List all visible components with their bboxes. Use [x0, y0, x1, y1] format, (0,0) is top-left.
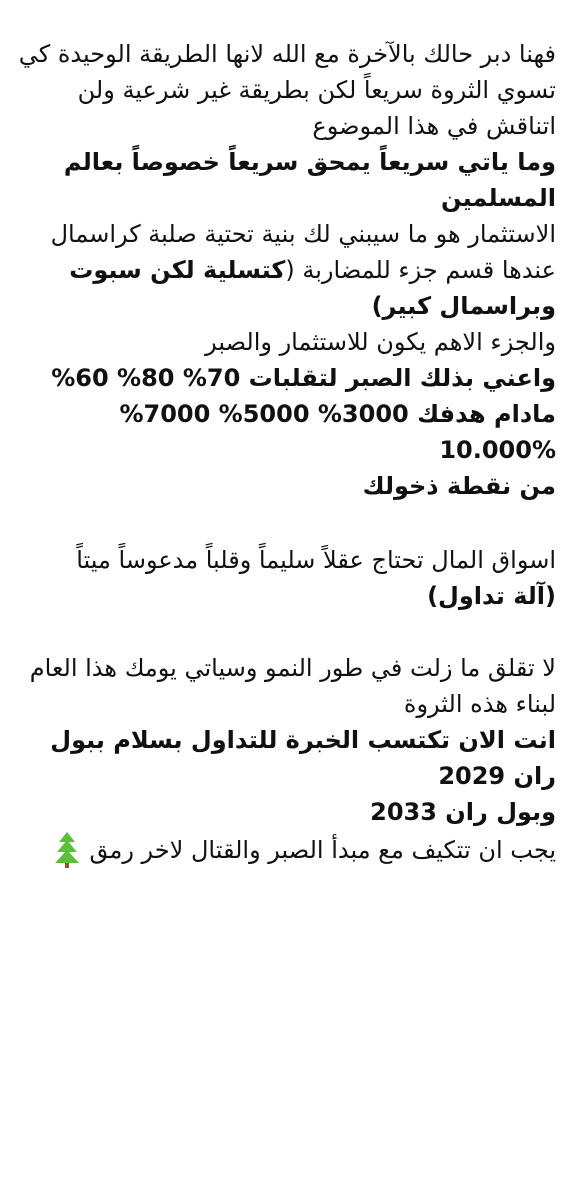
- paragraph-4: [18, 252, 556, 324]
- paragraph-11: يجب ان تتكيف مع مبدأ الصبر والقتال لاخر رمق: [89, 836, 556, 864]
- christmas-tree-icon: [53, 830, 81, 870]
- paragraph-1: فهنا دبر حالك بالآخرة مع الله لانها الطريقة الوحيدة كي تسوي الثروة سريعاً لكن بطريقة غير شرعية ولن اتناقش في هذا الموضوع: [18, 40, 556, 140]
- paragraph-4-bold: كتسلية لكن سبوت وبراسمال كبير): [69, 256, 556, 320]
- paragraph-2: وما ياتي سريعاً يمحق سريعاً خصوصاً بعالم المسلمين: [63, 148, 556, 212]
- paragraph-6-line-1: واعني بذلك الصبر لتقلبات 70% 80% 60%: [51, 364, 556, 392]
- paragraph-10: وبول ران 2033: [370, 798, 556, 826]
- paragraph-9: انت الان تكتسب الخبرة للتداول بسلام ببول ران 2029: [50, 726, 556, 790]
- paragraph-6: [18, 360, 556, 504]
- paragraph-6-line-4: من نقطة ذخولك: [362, 472, 556, 500]
- paragraph-6-line-3: 10.000%: [439, 436, 556, 464]
- paragraph-7-plain: اسواق المال تحتاج عقلاً سليماً وقلباً مدعوساً ميتاً: [76, 546, 556, 574]
- paragraph-3: الاستثمار هو ما سيبني لك بنية تحتية صلبة كراسمال: [50, 220, 556, 248]
- paragraph-7: [18, 542, 556, 614]
- paragraph-6-line-2: مادام هدفك 3000% 5000% 7000%: [119, 400, 556, 428]
- paragraph-11-row: [18, 830, 556, 870]
- paragraph-8: لا تقلق ما زلت في طور النمو وسياتي يومك هذا العام لبناء هذه الثروة: [29, 654, 556, 718]
- paragraph-7-bold: (آلة تداول): [427, 582, 556, 610]
- paragraph-4-plain: عندها قسم جزء للمضاربة (: [285, 256, 556, 284]
- paragraph-5: والجزء الاهم يكون للاستثمار والصبر: [205, 328, 556, 356]
